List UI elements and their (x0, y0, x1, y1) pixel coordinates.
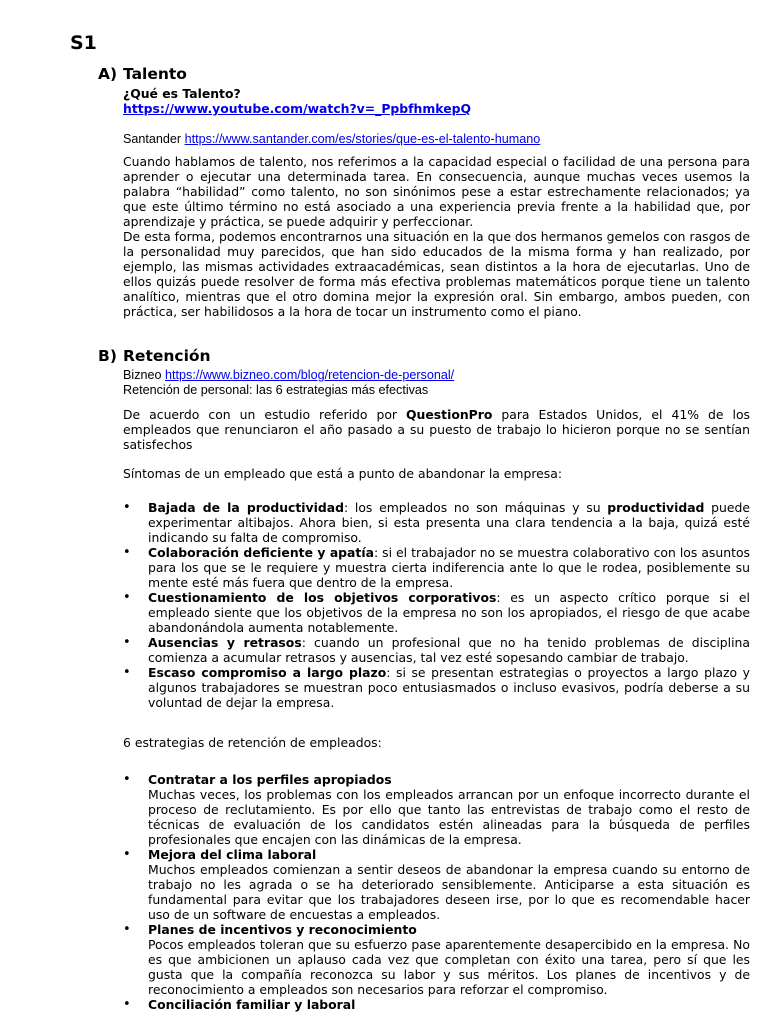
bizneo-link[interactable]: https://www.bizneo.com/blog/retencion-de-personal/ (165, 368, 455, 382)
list-item (98, 500, 750, 545)
bizneo-label: Bizneo (123, 368, 162, 382)
bullet-icon: • (123, 500, 131, 515)
symptom-text: : los empleados no son máquinas y su (343, 500, 608, 515)
section-a-title-text: Talento (123, 65, 187, 83)
list-item (98, 590, 750, 635)
bullet-icon: • (123, 847, 131, 862)
section-b-title (98, 346, 750, 366)
symptom-term: Colaboración deficiente y apatía (148, 545, 374, 560)
section-b-letter: B) (98, 347, 117, 365)
bullet-icon: • (123, 635, 131, 650)
symptom-text: : si se presentan estrategias o proyectos a largo plazo y algunos trabajadores se muestran poco entusiasmados o incluso evasivos, podría deberse a su voluntad de dejar la empresa. (148, 665, 750, 710)
strategies-heading: 6 estrategias de retención de empleados: (123, 735, 382, 750)
questionpro-term: QuestionPro (406, 407, 493, 422)
strategy-title: Planes de incentivos y reconocimiento (148, 922, 417, 937)
talent-paragraph-2: De esta forma, podemos encontrarnos una situación en la que dos hermanos gemelos con rasgos de la personalidad muy parecidos, que han sido educados de la misma forma y han realizado, por ejemplo, las mismas actividades extraacadémicas, sean distintos a la hora de ejecutarlas. Uno de ellos quizás puede resolver de forma más efectiva problemas matemáticos porque tiene un talento analítico, mientras que el otro domina mejor la expresión oral. Sin embargo, ambos pueden, con práctica, ser habilidosos a la hora de tocar un instrumento como el piano. (123, 229, 750, 319)
bullet-icon: • (123, 997, 131, 1012)
bullet-icon: • (123, 665, 131, 680)
retention-subtitle: Retención de personal: las 6 estrategias más efectivas (123, 383, 429, 397)
page-heading: S1 (70, 32, 97, 54)
bullet-icon: • (123, 590, 131, 605)
strategy-title: Mejora del clima laboral (148, 847, 317, 862)
list-item (98, 922, 750, 997)
list-item (98, 847, 750, 922)
section-a-title (98, 64, 750, 84)
strategy-text: Pocos empleados toleran que su esfuerzo pase aparentemente desapercibido en la empresa. No es que ambicionen un aplauso cada vez que completan con éxito una tarea, pero sí que les gusta que la compañía reconozca su labor y sus méritos. Los planes de incentivos y de reconocimiento a empleados son necesarios para reforzar el compromiso. (148, 937, 750, 997)
youtube-link[interactable]: https://www.youtube.com/watch?v=_PpbfhmkepQ (123, 101, 471, 116)
symptoms-heading: Síntomas de un empleado que está a punto de abandonar la empresa: (123, 466, 563, 481)
symptoms-list (98, 500, 750, 710)
strategy-title: Conciliación familiar y laboral (148, 997, 356, 1012)
list-item (98, 772, 750, 847)
list-item (98, 997, 750, 1012)
bizneo-source (123, 368, 750, 383)
retention-intro (123, 407, 750, 452)
list-item (98, 635, 750, 665)
strategy-text: Muchos empleados comienzan a sentir deseos de abandonar la empresa cuando su entorno de trabajo no les agrada o se ha deteriorado sensiblemente. Anticiparse a esta situación es fundamental para evitar que los trabajadores deseen irse, por lo que es recomendable hacer uso de un software de encuestas a empleados. (148, 862, 750, 922)
talent-question: ¿Qué es Talento? (123, 86, 241, 101)
section-talento (98, 64, 750, 319)
bullet-icon: • (123, 545, 131, 560)
list-item (98, 545, 750, 590)
bullet-icon: • (123, 922, 131, 937)
bullet-icon: • (123, 772, 131, 787)
section-retencion (98, 346, 750, 1012)
talent-paragraph-1: Cuando hablamos de talento, nos referimos a la capacidad especial o facilidad de una persona para aprender o ejecutar una determinada tarea. En consecuencia, aunque muchas veces usemos la palabra “habilidad” como talento, no son sinónimos pese a estar estrechamente relacionados; ya que este último término no está asociado a una experiencia previa frente a la habilidad que, por aprendizaje y práctica, se puede adquirir y perfeccionar. (123, 154, 750, 229)
santander-source (123, 132, 750, 147)
strategies-list (98, 772, 750, 1012)
symptom-text: : cuando un profesional que no ha tenido problemas de disciplina comienza a acumular retrasos y ausencias, tal vez esté sopesando cambiar de trabajo. (148, 635, 750, 665)
strategy-text: Muchas veces, los problemas con los empleados arrancan por un enfoque incorrecto durante el proceso de reclutamiento. Es por ello que tanto las entrevistas de trabajo como el resto de técnicas de evaluación de los candidatos estén alineadas para la búsqueda de perfiles profesionales que encajen con las dinámicas de la empresa. (148, 787, 750, 847)
santander-link[interactable]: https://www.santander.com/es/stories/que-es-el-talento-humano (184, 132, 541, 146)
symptom-term: Cuestionamiento de los objetivos corporativos (148, 590, 497, 605)
symptom-inline-term: productividad (607, 500, 705, 515)
symptom-term: Bajada de la productividad (148, 500, 344, 515)
intro-after: para Estados Unidos, el 41% de los empleados que renunciaron el año pasado a su puesto de trabajo lo hicieron porque no se sentían satisfechos (123, 407, 750, 452)
intro-before: De acuerdo con un estudio referido por (123, 407, 407, 422)
symptom-term: Escaso compromiso a largo plazo (148, 665, 387, 680)
section-b-title-text: Retención (123, 347, 211, 365)
strategy-title: Contratar a los perfiles apropiados (148, 772, 392, 787)
list-item (98, 665, 750, 710)
section-a-letter: A) (98, 65, 118, 83)
symptom-term: Ausencias y retrasos (148, 635, 302, 650)
symptom-text-after: puede experimentar altibajos. Ahora bien, si esta presenta una clara tendencia a la baja, quizá esté indicando su falta de compromiso. (148, 500, 750, 545)
symptom-text: : si el trabajador no se muestra colaborativo con los asuntos para los que se le requiere y muestra cierta indiferencia ante lo que le rodea, posiblemente su mente esté más fuera que dentro de la empresa. (148, 545, 750, 590)
symptom-text: : es un aspecto crítico porque si el empleado siente que los objetivos de la empresa no son los apropiados, el riesgo de que acabe abandonándola aumenta notablemente. (148, 590, 750, 635)
santander-label: Santander (123, 132, 182, 146)
